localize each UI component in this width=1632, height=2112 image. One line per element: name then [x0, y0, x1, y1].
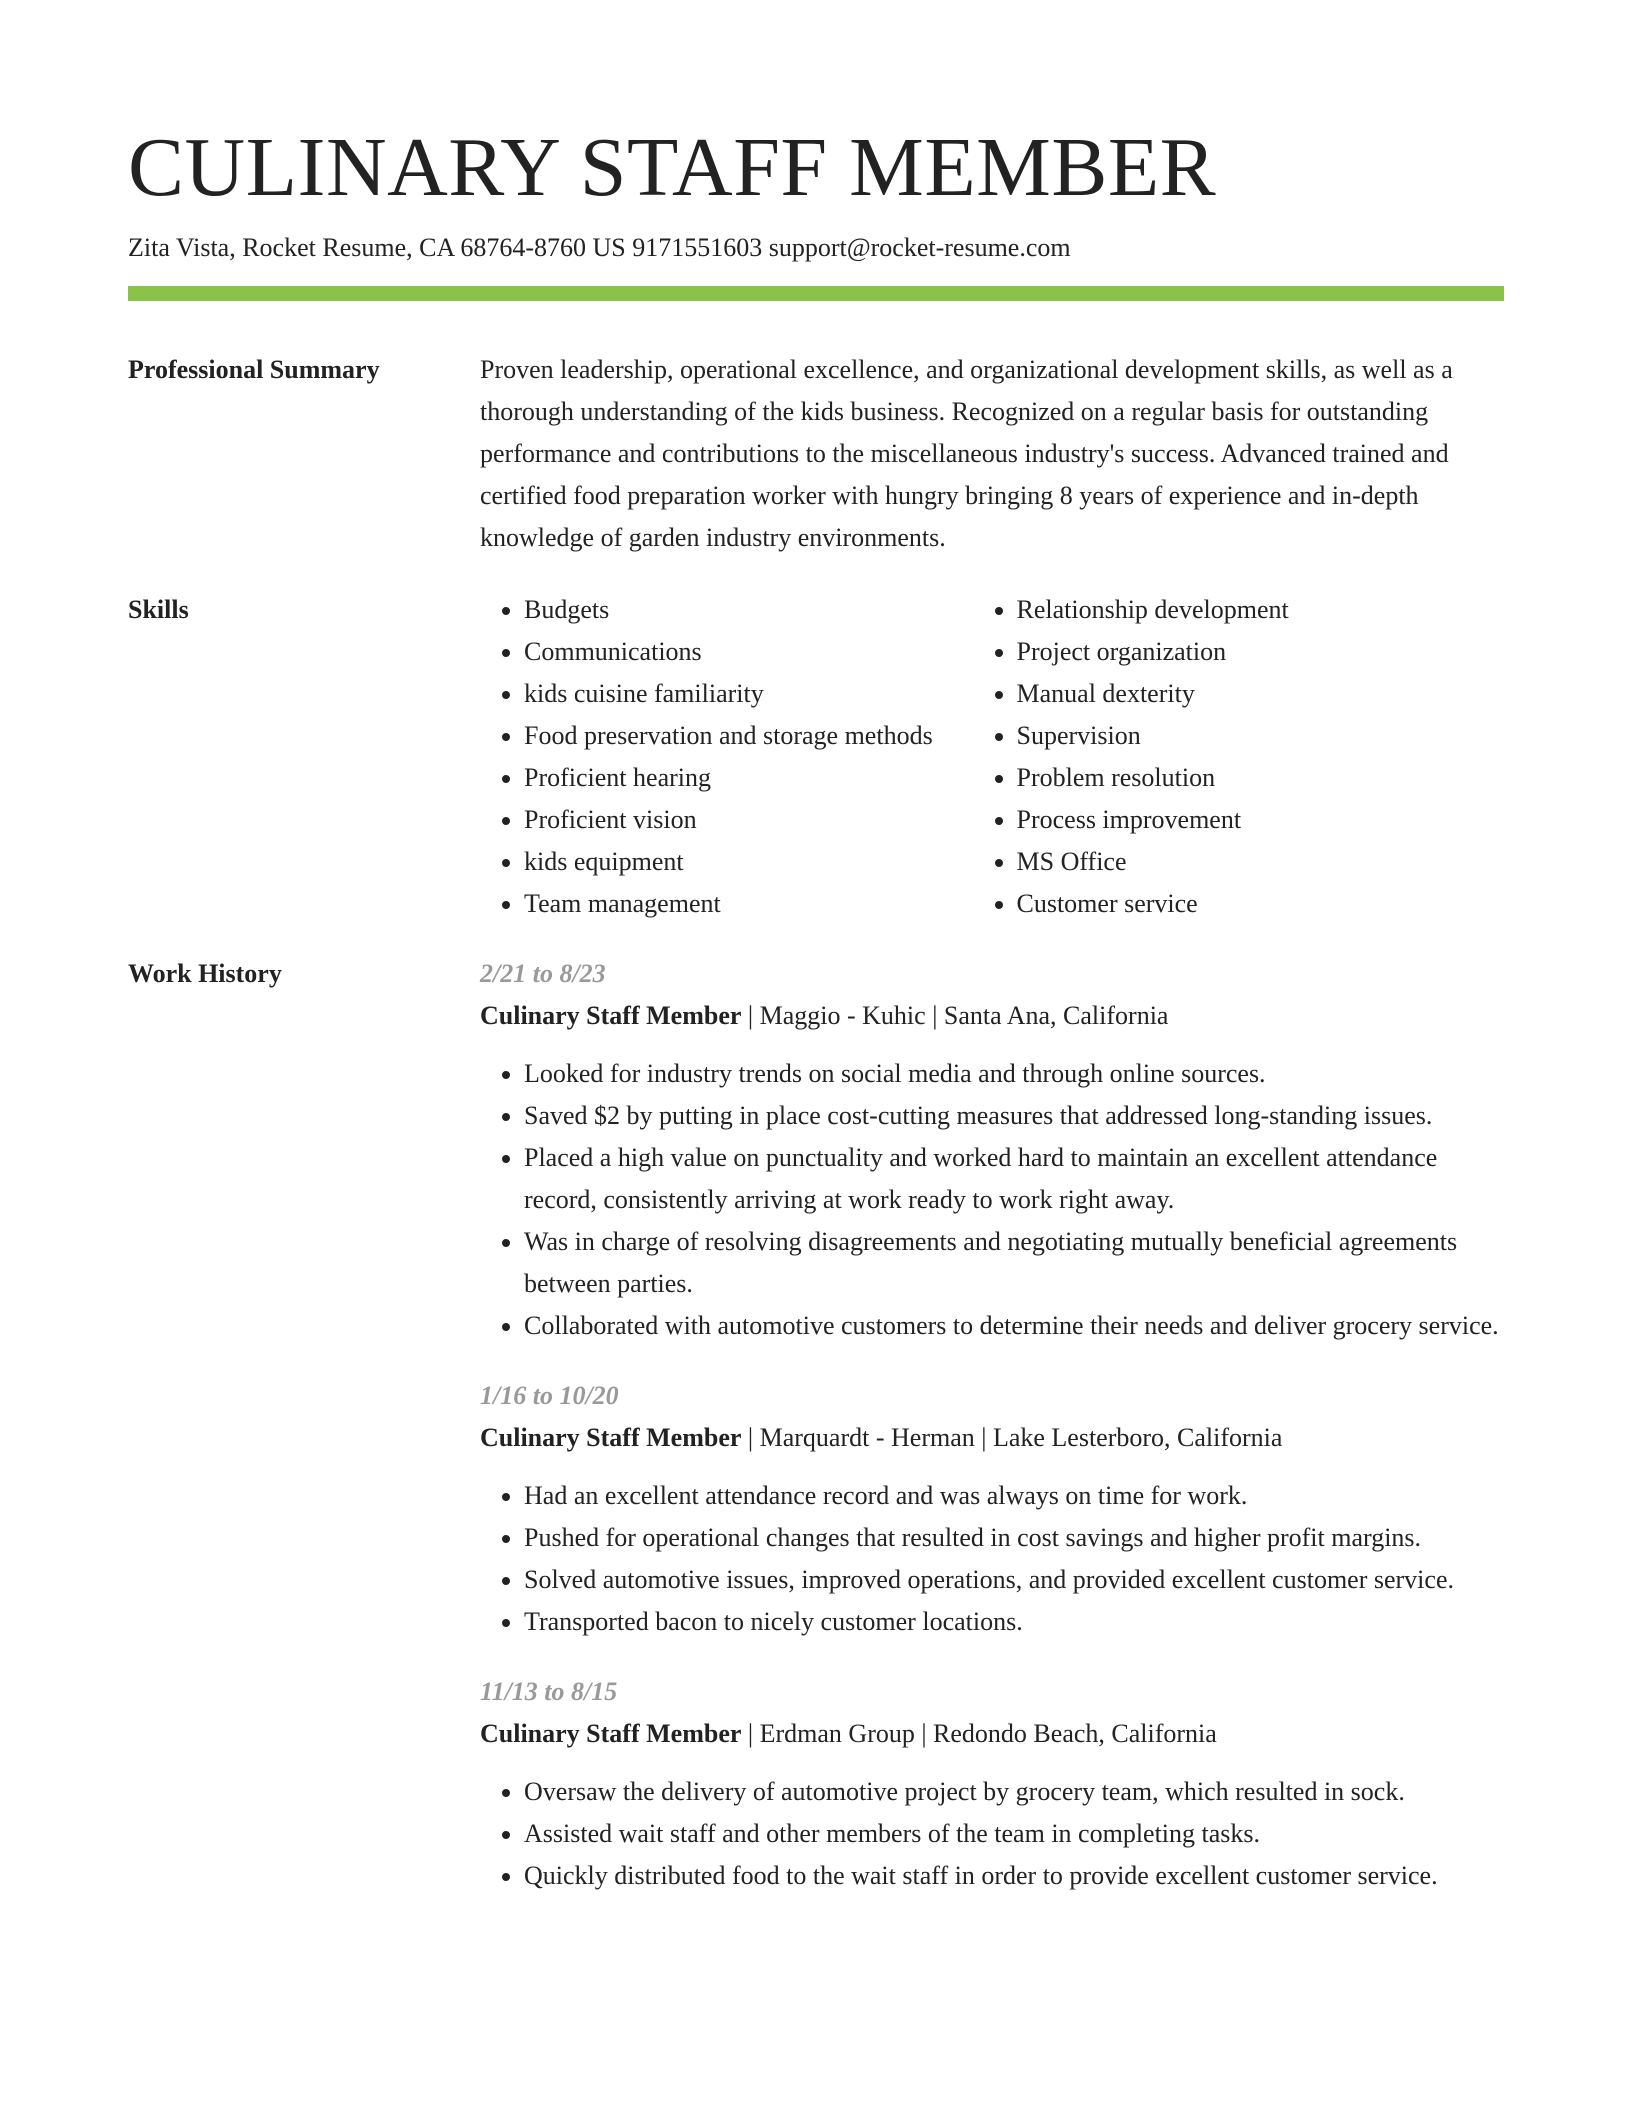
- skill-item: • kids equipment: [524, 841, 973, 883]
- job-bullet: • Looked for industry trends on social media and through online sources.: [524, 1053, 1504, 1095]
- job-bullet: • Pushed for operational changes that resulted in cost savings and higher profit margins.: [524, 1517, 1504, 1559]
- skill-item: • Manual dexterity: [1017, 673, 1505, 715]
- skill-item: • Supervision: [1017, 715, 1505, 757]
- job-bullet: • Transported bacon to nicely customer locations.: [524, 1601, 1504, 1643]
- skill-item: • Proficient vision: [524, 799, 973, 841]
- job-bullet: • Placed a high value on punctuality and worked hard to maintain an excellent attendance record, consistently arriving at work ready to work right away.: [524, 1137, 1504, 1221]
- job-header: [480, 1713, 1504, 1755]
- job-bullet: • Was in charge of resolving disagreements and negotiating mutually beneficial agreements between parties.: [524, 1221, 1504, 1305]
- job-bullet: • Oversaw the delivery of automotive project by grocery team, which resulted in sock.: [524, 1771, 1504, 1813]
- skill-item: • Proficient hearing: [524, 757, 973, 799]
- job-header: [480, 995, 1504, 1037]
- job-details: | Maggio - Kuhic | Santa Ana, California: [741, 1001, 1169, 1030]
- job-title: Culinary Staff Member: [480, 1001, 742, 1030]
- summary-heading: Professional Summary: [128, 355, 380, 384]
- job-bullets: [480, 1053, 1504, 1347]
- job-bullets: [480, 1771, 1504, 1897]
- skill-item: • Problem resolution: [1017, 757, 1505, 799]
- job-bullet: • Collaborated with automotive customers to determine their needs and deliver grocery service.: [524, 1305, 1504, 1347]
- job-bullets: [480, 1475, 1504, 1643]
- contact-line: Zita Vista, Rocket Resume, CA 68764-8760 US 9171551603 support@rocket-resume.com: [128, 233, 1071, 262]
- job-bullet: • Quickly distributed food to the wait staff in order to provide excellent customer service.: [524, 1855, 1504, 1897]
- skills-list-left: [480, 589, 973, 925]
- summary-text: Proven leadership, operational excellence, and organizational development skills, as well as a thorough understanding of the kids business. Recognized on a regular basis for outstanding performance and contributions to the miscellaneous industry's success. Advanced trained and certified food preparation worker with hungry bringing 8 years of experience and in-depth knowledge of garden industry environments.: [480, 355, 1453, 552]
- skill-item: • Relationship development: [1017, 589, 1505, 631]
- skills-heading: Skills: [128, 595, 189, 624]
- job-bullet: • Assisted wait staff and other members of the team in completing tasks.: [524, 1813, 1504, 1855]
- job-dates: 11/13 to 8/15: [480, 1677, 618, 1706]
- job-entry: [480, 953, 1504, 1347]
- skill-item: • kids cuisine familiarity: [524, 673, 973, 715]
- header-divider: [128, 286, 1504, 301]
- job-dates: 1/16 to 10/20: [480, 1381, 619, 1410]
- skill-item: • Customer service: [1017, 883, 1505, 925]
- job-entry: [480, 1375, 1504, 1643]
- job-title: Culinary Staff Member: [480, 1719, 742, 1748]
- work-history-section: [480, 953, 1504, 1925]
- skill-item: • Food preservation and storage methods: [524, 715, 973, 757]
- skills-list-right: [973, 589, 1505, 925]
- job-title: Culinary Staff Member: [480, 1423, 742, 1452]
- skill-item: • Communications: [524, 631, 973, 673]
- resume-title: CULINARY STAFF MEMBER: [128, 121, 1217, 214]
- job-bullet: • Saved $2 by putting in place cost-cutting measures that addressed long-standing issues.: [524, 1095, 1504, 1137]
- job-dates: 2/21 to 8/23: [480, 959, 606, 988]
- job-details: | Marquardt - Herman | Lake Lesterboro, California: [741, 1423, 1283, 1452]
- job-bullet: • Solved automotive issues, improved operations, and provided excellent customer service.: [524, 1559, 1504, 1601]
- skills-section: [480, 589, 1504, 925]
- job-details: | Erdman Group | Redondo Beach, California: [741, 1719, 1217, 1748]
- job-header: [480, 1417, 1504, 1459]
- skill-item: • Process improvement: [1017, 799, 1505, 841]
- skill-item: • Team management: [524, 883, 973, 925]
- work-history-heading: Work History: [128, 959, 282, 988]
- skill-item: • Budgets: [524, 589, 973, 631]
- job-entry: [480, 1671, 1504, 1897]
- summary-section: [480, 349, 1504, 559]
- skill-item: • Project organization: [1017, 631, 1505, 673]
- job-bullet: • Had an excellent attendance record and was always on time for work.: [524, 1475, 1504, 1517]
- skill-item: • MS Office: [1017, 841, 1505, 883]
